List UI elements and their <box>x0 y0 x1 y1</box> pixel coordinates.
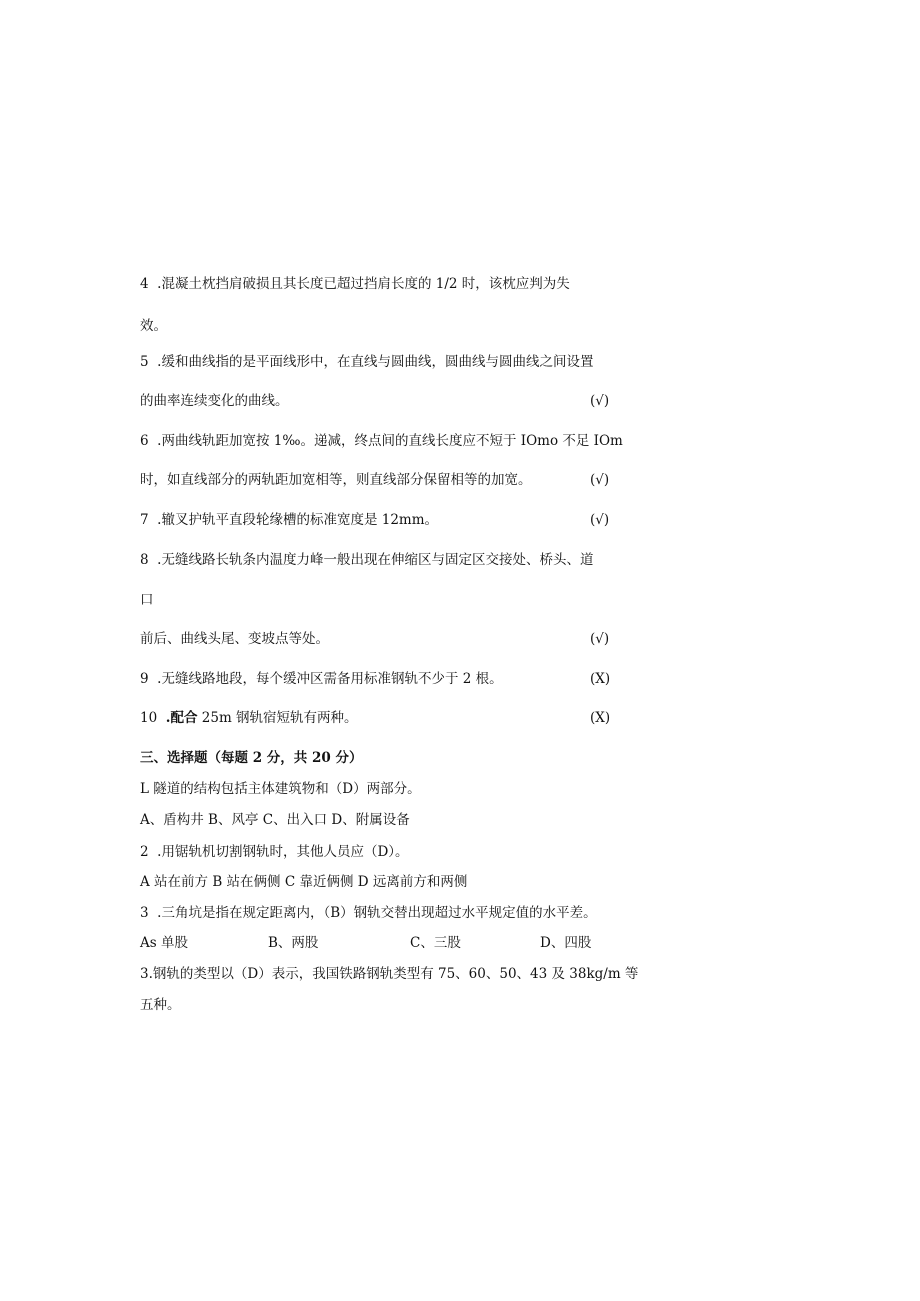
choice-q3-stem: 3 .三角坑是指在规定距离内，（B）钢轨交替出现超过水平规定值的水平差。 <box>140 905 597 921</box>
q8-line2: 口 <box>140 592 154 608</box>
q4-line1: 4 .混凝土枕挡肩破损且其长度已超过挡肩长度的 1/2 时，该枕应判为失 <box>140 276 570 292</box>
choice-q4-line1: 3.钢轨的类型以（D）表示，我国铁路钢轨类型有 75、60、50、43 及 38kg/m 等 <box>140 966 639 982</box>
q10-line1 <box>140 709 358 727</box>
choice-q3-option-d: D、四股 <box>540 935 592 951</box>
section3-heading: 三、选择题（每题 2 分，共 20 分） <box>140 750 363 766</box>
choice-q3-option-c: C、三股 <box>410 935 461 951</box>
q9-line1: 9 .无缝线路地段，每个缓冲区需备用标准钢轨不少于 2 根。 <box>140 671 503 687</box>
choice-q3-option-b: B、两股 <box>268 935 319 951</box>
q10-number: 10 <box>140 710 166 726</box>
q6-line1: 6 .两曲线轨距加宽按 1‰。递减，终点间的直线长度应不短于 IOmo 不足 IOm <box>140 433 623 449</box>
choice-q3-option-a: As 单股 <box>140 935 188 951</box>
choice-q1-options: A、盾构井 B、风亭 C、出入口 D、附属设备 <box>140 812 410 828</box>
q7-line1: 7 .辙叉护轨平直段轮缘槽的标准宽度是 12mm。 <box>140 512 439 528</box>
q10-bold-text: .配合 <box>165 710 198 726</box>
q10-text: 25m 钢轨宿短轨有两种。 <box>197 710 358 726</box>
q4-line2: 效。 <box>140 318 167 334</box>
q10-answer-mark: (X) <box>590 710 611 726</box>
choice-q3-options <box>140 934 660 952</box>
q6-answer-mark: (√) <box>590 472 610 488</box>
q5-answer-mark: (√) <box>590 393 610 409</box>
q7-answer-mark: (√) <box>590 512 610 528</box>
choice-q2-options: A 站在前方 B 站在俩侧 C 靠近俩侧 D 远离前方和两侧 <box>140 874 468 890</box>
q5-line1: 5 .缓和曲线指的是平面线形中，在直线与圆曲线，圆曲线与圆曲线之间设置 <box>140 354 594 370</box>
q8-line3: 前后、曲线头尾、变坡点等处。 <box>140 631 329 647</box>
choice-q4-line2: 五种。 <box>140 997 181 1013</box>
q8-answer-mark: (√) <box>590 631 610 647</box>
q8-line1: 8 .无缝线路长轨条内温度力峰一般出现在伸缩区与固定区交接处、桥头、道 <box>140 552 594 568</box>
q5-line2: 的曲率连续变化的曲线。 <box>140 393 289 409</box>
q9-answer-mark: (X) <box>590 671 611 687</box>
choice-q2-stem: 2 .用锯轨机切割钢轨时，其他人员应（D）。 <box>140 844 409 860</box>
q6-line2: 时，如直线部分的两轨距加宽相等，则直线部分保留相等的加宽。 <box>140 472 532 488</box>
choice-q1-stem: L 隧道的结构包括主体建筑物和（D）两部分。 <box>140 781 421 797</box>
